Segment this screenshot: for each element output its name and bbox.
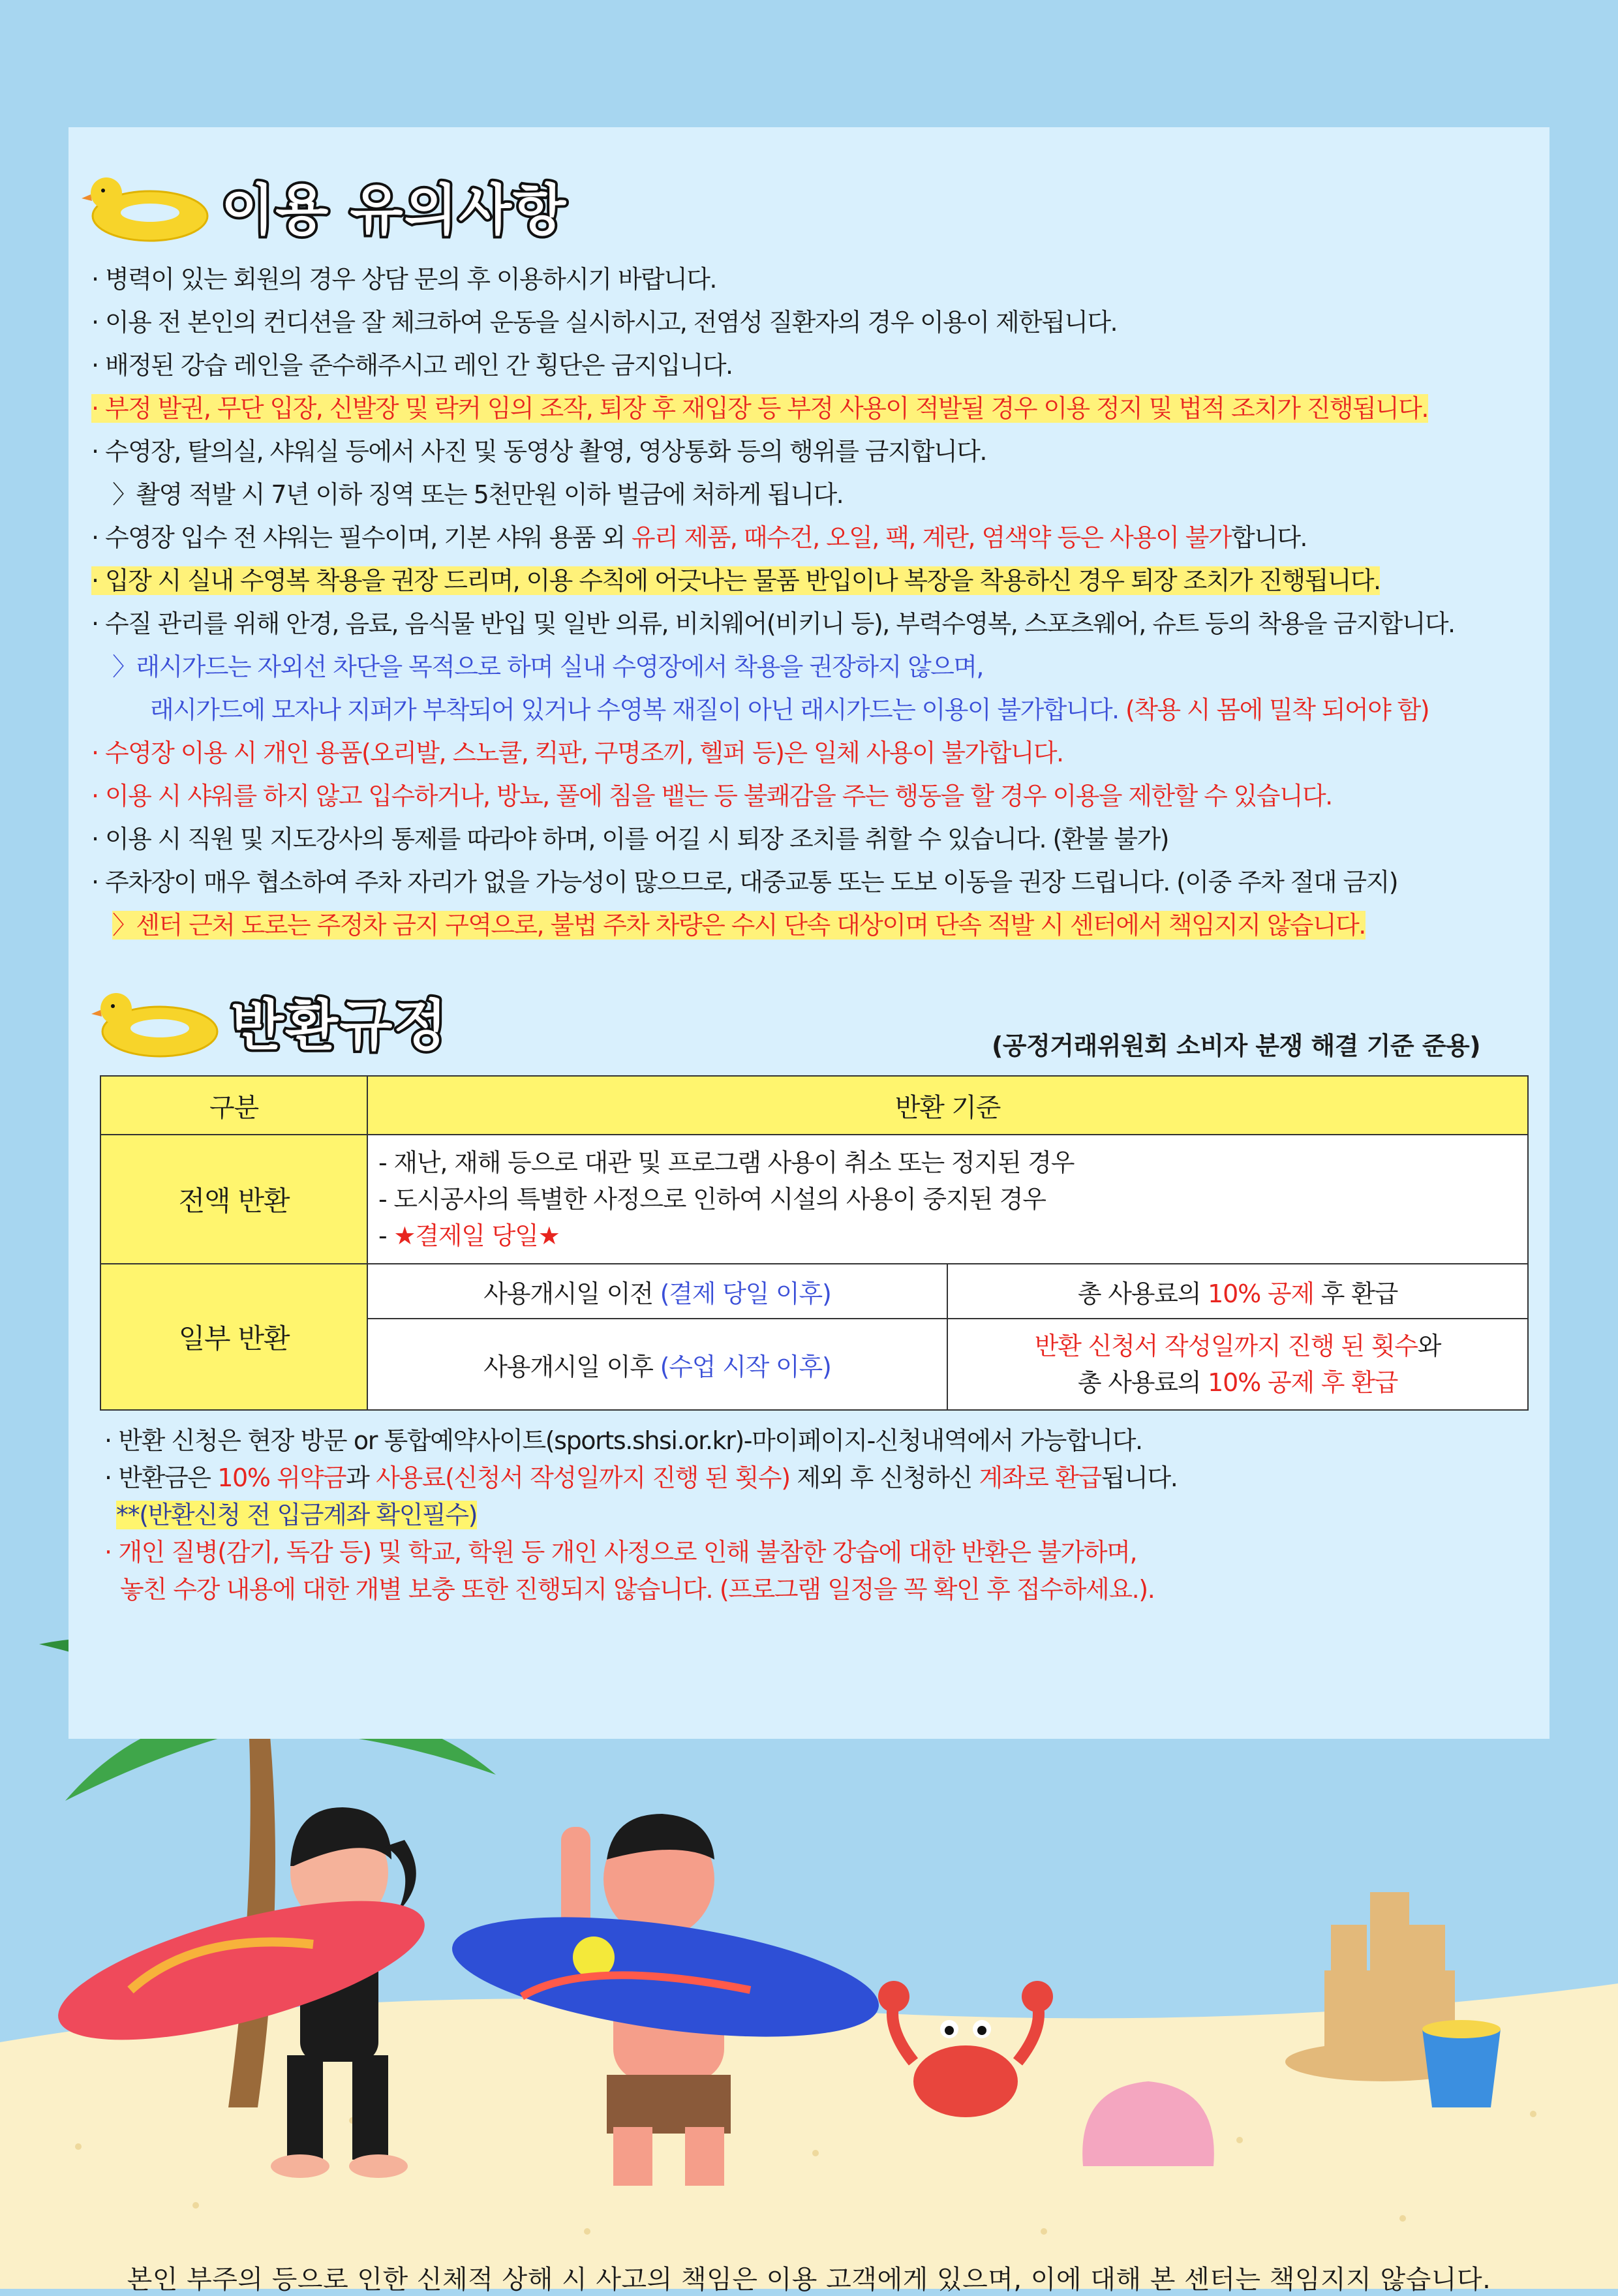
refund-notes — [104, 1422, 1540, 1608]
table-header-category: 구분 — [100, 1076, 367, 1135]
condition-note: (수업 시작 이후) — [660, 1352, 831, 1381]
rule-item-highlight — [91, 559, 1546, 602]
rule-item: · 이용 시 직원 및 지도강사의 통제를 따라야 하며, 이를 어길 시 퇴장 조치를 취할 수 있습니다. (환불 불가) — [91, 825, 1168, 853]
note-text: 됩니다. — [1101, 1463, 1178, 1492]
rule-highlight: · 부정 발권, 무단 입장, 신발장 및 락커 임의 조작, 퇴장 후 재입장 등 부정 사용이 적발될 경우 이용 정지 및 법적 조치가 진행됩니다. — [91, 394, 1428, 423]
rule-text-red: 유리 제품, 때수건, 오일, 팩, 계란, 염색약 등은 사용이 불가 — [631, 523, 1232, 552]
rule-item-warning: · 수영장 이용 시 개인 용품(오리발, 스노쿨, 킥판, 구명조끼, 헬퍼 등)은 일체 사용이 불가합니다. — [91, 739, 1063, 767]
duck-float-icon — [91, 983, 222, 1061]
rule-item: · 병력이 있는 회원의 경우 상담 문의 후 이용하시기 바랍니다. — [91, 265, 716, 294]
full-refund-label: 전액 반환 — [100, 1135, 367, 1264]
note-item-warning: 놓친 수강 내용에 대한 개별 보충 또한 진행되지 않습니다. (프로그램 일정을 꼭 확인 후 접수하세요.). — [120, 1575, 1155, 1604]
condition-note: (결제 당일 이후) — [660, 1279, 831, 1308]
rule-subitem: 〉촬영 적발 시 7년 이하 징역 또는 5천만원 이하 벌금에 처하게 됩니다. — [112, 480, 844, 509]
rule-item — [91, 516, 1546, 559]
rule-item-warning: · 이용 시 샤워를 하지 않고 입수하거나, 방뇨, 풀에 침을 뱉는 등 불쾌감을 주는 행동을 할 경우 이용을 제한할 수 있습니다. — [91, 782, 1332, 810]
criteria-line: - 도시공사의 특별한 사정으로 인하여 시설의 사용이 중지된 경우 — [378, 1185, 1046, 1214]
note-item: · 반환 신청은 현장 방문 or 통합예약사이트(sports.shsi.or.kr)-마이페이지-신청내역에서 가능합니다. — [104, 1426, 1142, 1455]
rule-item: · 수영장, 탈의실, 샤워실 등에서 사진 및 동영상 촬영, 영상통화 등의 행위를 금지합니다. — [91, 437, 986, 466]
amount-line — [949, 1364, 1527, 1401]
usage-rules-list — [91, 258, 1546, 947]
note-text: 과 — [346, 1463, 376, 1492]
amount-line — [949, 1328, 1527, 1364]
sand-bucket — [1422, 2020, 1501, 2107]
table-header-row — [100, 1076, 1528, 1135]
rule-text-red: (착용 시 몸에 밀착 되어야 함) — [1125, 696, 1429, 724]
rule-item-warning — [91, 387, 1546, 430]
rule-text-blue: 래시가드에 모자나 지퍼가 부착되어 있거나 수영복 재질이 아닌 래시가드는 이용이 불가합니다. — [150, 696, 1119, 724]
rule-text: · 수영장 입수 전 샤워는 필수이며, 기본 샤워 용품 외 — [91, 523, 632, 552]
note-text: · 반환금은 — [104, 1463, 218, 1492]
footer-disclaimer: 본인 부주의 등으로 인한 신체적 상해 시 사고의 책임은 이용 고객에게 있으며, 이에 대해 본 센터는 책임지지 않습니다. — [127, 2265, 1491, 2295]
refund-table — [100, 1075, 1529, 1411]
duck-float-icon — [82, 167, 212, 245]
note-red: 10% 위약금 — [217, 1463, 346, 1492]
partial-row2-amount — [947, 1319, 1528, 1410]
section-usage-title: 이용 유의사항 — [221, 178, 568, 242]
amount-text: 후 환급 — [1313, 1279, 1398, 1308]
partial-refund-label: 일부 반환 — [100, 1264, 367, 1410]
section-refund-heading — [91, 982, 448, 1061]
amount-text: 총 사용료의 — [1077, 1279, 1208, 1308]
criteria-dash: - — [378, 1221, 394, 1250]
law-reference: (공정거래위원회 소비자 분쟁 해결 기준 준용) — [992, 1032, 1481, 1060]
amount-red: 반환 신청서 작성일까지 진행 된 횟수 — [1034, 1332, 1418, 1360]
partial-row1-amount — [947, 1264, 1528, 1319]
full-refund-criteria — [367, 1135, 1528, 1264]
note-highlight: **(반환신청 전 입금계좌 확인필수) — [116, 1501, 478, 1529]
rule-subitem-warning — [91, 904, 1546, 947]
rule-highlight: · 입장 시 실내 수영복 착용을 권장 드리며, 이용 수칙에 어긋나는 물품 반입이나 복장을 착용하신 경우 퇴장 조치가 진행됩니다. — [91, 566, 1381, 595]
amount-red: 10% 공제 — [1208, 1279, 1314, 1308]
condition-text: 사용개시일 이전 — [483, 1279, 660, 1308]
section-refund-title: 반환규정 — [231, 994, 448, 1058]
rule-item: · 배정된 강습 레인을 준수해주시고 레인 간 횡단은 금지입니다. — [91, 351, 733, 380]
note-item-warning: · 개인 질병(감기, 독감 등) 및 학교, 학원 등 개인 사정으로 인해 불참한 강습에 대한 반환은 불가하며, — [104, 1538, 1137, 1567]
criteria-line — [378, 1217, 1517, 1254]
partial-row1-condition — [367, 1264, 947, 1319]
note-item — [104, 1497, 1540, 1534]
amount-red: 10% 공제 후 환급 — [1208, 1368, 1398, 1397]
rule-subitem — [91, 688, 1546, 731]
rule-highlight: 〉센터 근처 도로는 주정차 금지 구역으로, 불법 주차 차량은 수시 단속 대상이며 단속 적발 시 센터에서 책임지지 않습니다. — [112, 911, 1366, 940]
table-row — [100, 1264, 1528, 1319]
rule-item: · 이용 전 본인의 컨디션을 잘 체크하여 운동을 실시하시고, 전염성 질환자의 경우 이용이 제한됩니다. — [91, 308, 1117, 337]
condition-text: 사용개시일 이후 — [483, 1352, 660, 1381]
partial-row2-condition — [367, 1319, 947, 1410]
rule-item: · 주차장이 매우 협소하여 주차 자리가 없을 가능성이 많으므로, 대중교통 또는 도보 이동을 권장 드립니다. (이중 주차 절대 금지) — [91, 868, 1397, 896]
table-header-criteria: 반환 기준 — [367, 1076, 1528, 1135]
rule-subitem: 〉래시가드는 자외선 차단을 목적으로 하며 실내 수영장에서 착용을 권장하지 않으며, — [112, 652, 983, 681]
rule-text: 합니다. — [1231, 523, 1307, 552]
section-usage-heading — [82, 166, 567, 245]
criteria-line: - 재난, 재해 등으로 대관 및 프로그램 사용이 취소 또는 정지된 경우 — [378, 1148, 1075, 1177]
rule-item: · 수질 관리를 위해 안경, 음료, 음식물 반입 및 일반 의류, 비치웨어(비키니 등), 부력수영복, 스포츠웨어, 슈트 등의 착용을 금지합니다. — [91, 609, 1455, 638]
note-red: 계좌로 환급 — [979, 1463, 1101, 1492]
note-item — [104, 1460, 1540, 1497]
criteria-highlight: ★결제일 당일★ — [393, 1221, 560, 1250]
amount-text: 총 사용료의 — [1077, 1368, 1208, 1397]
amount-text: 와 — [1417, 1332, 1441, 1360]
table-row — [100, 1135, 1528, 1264]
note-red: 사용료(신청서 작성일까지 진행 된 횟수) — [376, 1463, 790, 1492]
note-text: 제외 후 신청하신 — [789, 1463, 979, 1492]
